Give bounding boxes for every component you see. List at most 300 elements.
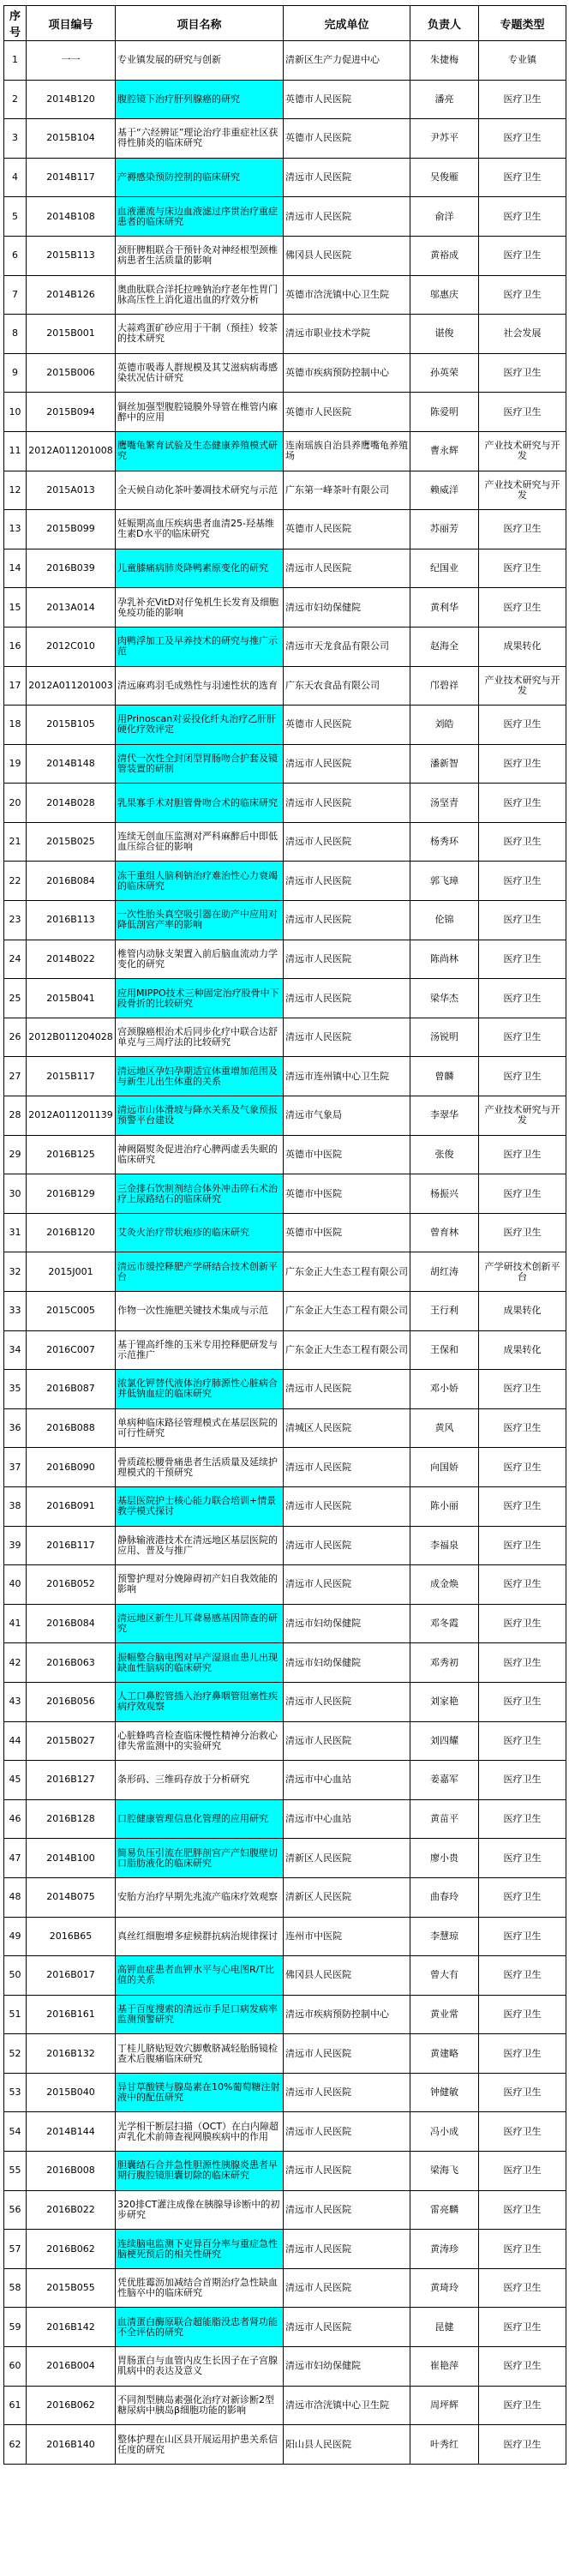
cell-index: 7 bbox=[4, 275, 27, 315]
cell-leader: 钟健敏 bbox=[410, 2073, 479, 2112]
table-row bbox=[4, 1174, 566, 1214]
cell-name: 专业镇发展的研究与创新 bbox=[116, 41, 284, 81]
cell-code: 2016B090 bbox=[27, 1448, 116, 1487]
cell-code: 2016B088 bbox=[27, 1408, 116, 1448]
cell-index: 2 bbox=[4, 80, 27, 119]
cell-unit: 清远市气象局 bbox=[284, 1096, 410, 1136]
cell-leader: 成金焕 bbox=[410, 1565, 479, 1605]
cell-code: 2015B040 bbox=[27, 2073, 116, 2112]
cell-leader: 黄建略 bbox=[410, 2034, 479, 2074]
cell-code: 2015A013 bbox=[27, 471, 116, 510]
cell-index: 25 bbox=[4, 979, 27, 1018]
cell-unit: 清远市妇幼保健院 bbox=[284, 2347, 410, 2387]
cell-code: 2016B062 bbox=[27, 2386, 116, 2425]
cell-unit: 英德市人民医院 bbox=[284, 119, 410, 159]
cell-code: 2016B004 bbox=[27, 2347, 116, 2387]
cell-type: 产业技术研究与开发 bbox=[479, 666, 566, 706]
cell-index: 60 bbox=[4, 2347, 27, 2387]
cell-index: 51 bbox=[4, 1995, 27, 2034]
cell-index: 43 bbox=[4, 1682, 27, 1721]
cell-index: 19 bbox=[4, 744, 27, 784]
cell-type: 医疗卫生 bbox=[479, 1448, 566, 1487]
cell-name: 艾灸火治疗带状疱疹的临床研究 bbox=[116, 1213, 284, 1252]
cell-code: 2015B041 bbox=[27, 979, 116, 1018]
table-row bbox=[4, 2425, 566, 2465]
cell-unit: 清远市妇幼保健院 bbox=[284, 1643, 410, 1683]
cell-index: 58 bbox=[4, 2268, 27, 2308]
cell-type: 医疗卫生 bbox=[479, 1213, 566, 1252]
table-row bbox=[4, 2112, 566, 2152]
table-row bbox=[4, 1292, 566, 1331]
table-row bbox=[4, 1761, 566, 1800]
cell-code: 2016B017 bbox=[27, 1956, 116, 1996]
cell-index: 33 bbox=[4, 1292, 27, 1331]
table-row bbox=[4, 1799, 566, 1839]
cell-type: 医疗卫生 bbox=[479, 2347, 566, 2387]
table-row bbox=[4, 1956, 566, 1996]
cell-index: 6 bbox=[4, 236, 27, 275]
cell-code: 2014B075 bbox=[27, 1877, 116, 1917]
cell-leader: 曾大有 bbox=[410, 1956, 479, 1996]
cell-code: 2016B056 bbox=[27, 1682, 116, 1721]
cell-name: 凭优胜霉沥加减结合首期治疗急性缺血性脑卒中的临床研究 bbox=[116, 2268, 284, 2308]
cell-code: 2016B022 bbox=[27, 2190, 116, 2230]
cell-name: 用Prinoscan对妥投化纤丸治疗乙肝肝硬化疗效评定 bbox=[116, 706, 284, 745]
header-cell-index: 序号 bbox=[4, 6, 27, 41]
table-row bbox=[4, 979, 566, 1018]
cell-code: 一一 bbox=[27, 41, 116, 81]
cell-name: 胆囊结石合并急性胆源性胰腺炎患者早期行腹腔镜胆囊切除的临床研究 bbox=[116, 2152, 284, 2191]
header-cell-type: 专题类型 bbox=[479, 6, 566, 41]
cell-leader: 陈小丽 bbox=[410, 1486, 479, 1526]
cell-type: 医疗卫生 bbox=[479, 1408, 566, 1448]
cell-unit: 清远市人民医院 bbox=[284, 862, 410, 901]
cell-type: 医疗卫生 bbox=[479, 1839, 566, 1878]
cell-unit: 广东天农食品有限公司 bbox=[284, 666, 410, 706]
header-cell-name: 项目名称 bbox=[116, 6, 284, 41]
cell-name: 基于锂高纤维的玉米专用控释肥研发与示范推广 bbox=[116, 1330, 284, 1370]
cell-index: 28 bbox=[4, 1096, 27, 1136]
cell-index: 3 bbox=[4, 119, 27, 159]
cell-type: 医疗卫生 bbox=[479, 119, 566, 159]
cell-name: 英德市吸毒人群规模及其艾滋病病毒感染状况估计研究 bbox=[116, 353, 284, 393]
table-row bbox=[4, 1135, 566, 1174]
cell-leader: 赖威洋 bbox=[410, 471, 479, 510]
table-row bbox=[4, 549, 566, 588]
cell-type: 医疗卫生 bbox=[479, 1565, 566, 1605]
cell-name: 连续无创血压监测对严科麻醉后中即低血压综合征的影响 bbox=[116, 822, 284, 862]
cell-index: 37 bbox=[4, 1448, 27, 1487]
cell-type: 成果转化 bbox=[479, 1292, 566, 1331]
table-row bbox=[4, 353, 566, 393]
cell-index: 23 bbox=[4, 901, 27, 940]
cell-type: 医疗卫生 bbox=[479, 353, 566, 393]
cell-type: 医疗卫生 bbox=[479, 1956, 566, 1996]
cell-name: 神阙隔熨灸促进治疗心脾两虚丢失眠的临床研究 bbox=[116, 1135, 284, 1174]
cell-unit: 清远市人民医院 bbox=[284, 2073, 410, 2112]
cell-name: 椎管内动脉支架置入前后脑血流动力学变化的研究 bbox=[116, 940, 284, 979]
cell-type: 医疗卫生 bbox=[479, 393, 566, 432]
table-row bbox=[4, 2190, 566, 2230]
cell-leader: 张俊 bbox=[410, 1135, 479, 1174]
cell-name: 清远市缓控释肥产学研结合技术创新平台 bbox=[116, 1252, 284, 1292]
cell-unit: 广东金正大生态工程有限公司 bbox=[284, 1292, 410, 1331]
table-row bbox=[4, 862, 566, 901]
table-row bbox=[4, 1252, 566, 1292]
cell-index: 38 bbox=[4, 1486, 27, 1526]
table-row bbox=[4, 822, 566, 862]
cell-name: 连续脑电监测下吏异百分率与重症急性脑梗死预后的相关性研究 bbox=[116, 2230, 284, 2269]
cell-index: 5 bbox=[4, 197, 27, 237]
cell-code: 2012A011201008 bbox=[27, 431, 116, 471]
table-row bbox=[4, 1721, 566, 1761]
table-row bbox=[4, 80, 566, 119]
cell-name: 产褥感染预防控制的临床研究 bbox=[116, 158, 284, 197]
table-row bbox=[4, 2034, 566, 2074]
cell-leader: 邓小娇 bbox=[410, 1370, 479, 1409]
table-row bbox=[4, 1565, 566, 1605]
cell-unit: 清远市人民医院 bbox=[284, 2308, 410, 2347]
cell-leader: 黄苗平 bbox=[410, 1799, 479, 1839]
cell-name: 鹰嘴龟繁育试验及生态健康养殖模式研究 bbox=[116, 431, 284, 471]
table-row bbox=[4, 2347, 566, 2387]
table-row bbox=[4, 158, 566, 197]
cell-index: 52 bbox=[4, 2034, 27, 2074]
table-row bbox=[4, 1057, 566, 1096]
cell-type: 医疗卫生 bbox=[479, 1526, 566, 1565]
cell-code: 2016B052 bbox=[27, 1565, 116, 1605]
cell-code: 2016B084 bbox=[27, 862, 116, 901]
cell-unit: 清新区生产力促进中心 bbox=[284, 41, 410, 81]
table-row bbox=[4, 706, 566, 745]
cell-name: 清远地区孕妇孕期适宜体重增加范围及与新生儿出生体重的关系 bbox=[116, 1057, 284, 1096]
cell-leader: 周坪辉 bbox=[410, 2386, 479, 2425]
header-cell-code: 项目编号 bbox=[27, 6, 116, 41]
cell-code: 2016B128 bbox=[27, 1799, 116, 1839]
cell-type: 医疗卫生 bbox=[479, 822, 566, 862]
cell-index: 47 bbox=[4, 1839, 27, 1878]
cell-index: 11 bbox=[4, 431, 27, 471]
cell-code: 2016B113 bbox=[27, 901, 116, 940]
cell-index: 59 bbox=[4, 2308, 27, 2347]
cell-type: 社会发展 bbox=[479, 315, 566, 354]
cell-type: 医疗卫生 bbox=[479, 1486, 566, 1526]
cell-name: 清远市山体滑坡与降水关系及气象预报预警平台建设 bbox=[116, 1096, 284, 1136]
cell-leader: 曾麟 bbox=[410, 1057, 479, 1096]
cell-code: 2015B001 bbox=[27, 315, 116, 354]
cell-leader: 梁华杰 bbox=[410, 979, 479, 1018]
table-row bbox=[4, 1330, 566, 1370]
table-row bbox=[4, 471, 566, 510]
cell-code: 2014B108 bbox=[27, 197, 116, 237]
cell-leader: 姜嘉军 bbox=[410, 1761, 479, 1800]
cell-leader: 邝碧祥 bbox=[410, 666, 479, 706]
cell-name: 丁桂儿脐贴短效穴脚敷脐减轻胎肠镜检查术后腹痛临床研究 bbox=[116, 2034, 284, 2074]
cell-code: 2016B039 bbox=[27, 549, 116, 588]
cell-code: 2016B140 bbox=[27, 2425, 116, 2465]
cell-leader: 孙英荣 bbox=[410, 353, 479, 393]
cell-leader: 胡红涛 bbox=[410, 1252, 479, 1292]
cell-type: 成果转化 bbox=[479, 627, 566, 666]
cell-type: 医疗卫生 bbox=[479, 1721, 566, 1761]
cell-index: 54 bbox=[4, 2112, 27, 2152]
cell-type: 医疗卫生 bbox=[479, 784, 566, 823]
cell-index: 17 bbox=[4, 666, 27, 706]
project-table bbox=[3, 5, 566, 2465]
cell-type: 医疗卫生 bbox=[479, 2112, 566, 2152]
cell-unit: 清远市人民医院 bbox=[284, 549, 410, 588]
cell-code: 2016C007 bbox=[27, 1330, 116, 1370]
cell-name: 清远地区新生儿耳聋易感基因筛查的研究 bbox=[116, 1604, 284, 1643]
cell-index: 56 bbox=[4, 2190, 27, 2230]
cell-index: 57 bbox=[4, 2230, 27, 2269]
cell-index: 36 bbox=[4, 1408, 27, 1448]
cell-unit: 清远市职业技术学院 bbox=[284, 315, 410, 354]
cell-leader: 刘皓 bbox=[410, 706, 479, 745]
cell-unit: 清远市人民医院 bbox=[284, 822, 410, 862]
cell-leader: 黄利华 bbox=[410, 588, 479, 627]
cell-index: 44 bbox=[4, 1721, 27, 1761]
cell-leader: 刘家艳 bbox=[410, 1682, 479, 1721]
cell-code: 2015J001 bbox=[27, 1252, 116, 1292]
cell-code: 2015B025 bbox=[27, 822, 116, 862]
table-row bbox=[4, 2230, 566, 2269]
cell-code: 2015B104 bbox=[27, 119, 116, 159]
cell-type: 医疗卫生 bbox=[479, 940, 566, 979]
cell-unit: 佛冈县人民医院 bbox=[284, 236, 410, 275]
table-row bbox=[4, 1370, 566, 1409]
cell-type: 医疗卫生 bbox=[479, 1917, 566, 1956]
cell-leader: 黄裕成 bbox=[410, 236, 479, 275]
cell-index: 14 bbox=[4, 549, 27, 588]
cell-unit: 清远市人民医院 bbox=[284, 1565, 410, 1605]
table-header-row bbox=[4, 6, 566, 41]
cell-name: 宫颈腺癌根治术后同步化疗中联合达舒单克与三周疗法的比较研究 bbox=[116, 1018, 284, 1057]
cell-index: 31 bbox=[4, 1213, 27, 1252]
cell-index: 21 bbox=[4, 822, 27, 862]
cell-leader: 叶秀红 bbox=[410, 2425, 479, 2465]
cell-leader: 黄琦玲 bbox=[410, 2268, 479, 2308]
table-row bbox=[4, 627, 566, 666]
cell-code: 2016B091 bbox=[27, 1486, 116, 1526]
cell-type: 医疗卫生 bbox=[479, 197, 566, 237]
cell-unit: 连州市中医院 bbox=[284, 1917, 410, 1956]
table-row bbox=[4, 1682, 566, 1721]
cell-index: 12 bbox=[4, 471, 27, 510]
table-row bbox=[4, 744, 566, 784]
cell-index: 1 bbox=[4, 41, 27, 81]
table-row bbox=[4, 1448, 566, 1487]
cell-code: 2012A011201003 bbox=[27, 666, 116, 706]
cell-unit: 广东第一峰茶叶有限公司 bbox=[284, 471, 410, 510]
cell-name: 静脉输液港技术在清远地区基层医院的应用、普及与推广 bbox=[116, 1526, 284, 1565]
cell-name: 基层医院护士核心能力联合培训+情景教学模式探讨 bbox=[116, 1486, 284, 1526]
table-row bbox=[4, 588, 566, 627]
table-row bbox=[4, 315, 566, 354]
cell-name: 条形码、三维码存放于分析研究 bbox=[116, 1761, 284, 1800]
cell-unit: 清城区人民医院 bbox=[284, 1408, 410, 1448]
cell-code: 2014B126 bbox=[27, 275, 116, 315]
cell-index: 62 bbox=[4, 2425, 27, 2465]
cell-leader: 昆健 bbox=[410, 2308, 479, 2347]
cell-code: 2016B132 bbox=[27, 2034, 116, 2074]
cell-leader: 邓冬霞 bbox=[410, 1604, 479, 1643]
cell-name: 腹腔镜下治疗肝列腺癌的研究 bbox=[116, 80, 284, 119]
cell-type: 医疗卫生 bbox=[479, 588, 566, 627]
cell-code: 2015B105 bbox=[27, 706, 116, 745]
table-body bbox=[4, 41, 566, 2465]
cell-name: 三金排石饮制剂结合体外冲击碎石术治疗上尿路结石的临床研究 bbox=[116, 1174, 284, 1214]
cell-unit: 清远市人民医院 bbox=[284, 1448, 410, 1487]
cell-leader: 曲春玲 bbox=[410, 1877, 479, 1917]
cell-type: 医疗卫生 bbox=[479, 80, 566, 119]
cell-unit: 佛冈县人民医院 bbox=[284, 1956, 410, 1996]
cell-index: 48 bbox=[4, 1877, 27, 1917]
cell-name: 整体护理在山区县开展运用护患关系信任度的研究 bbox=[116, 2425, 284, 2465]
table-row bbox=[4, 2268, 566, 2308]
cell-code: 2014B148 bbox=[27, 744, 116, 784]
cell-code: 2015C005 bbox=[27, 1292, 116, 1331]
cell-leader: 伦锦 bbox=[410, 901, 479, 940]
cell-index: 9 bbox=[4, 353, 27, 393]
cell-leader: 李福泉 bbox=[410, 1526, 479, 1565]
table-row bbox=[4, 431, 566, 471]
cell-unit: 英德市人民医院 bbox=[284, 510, 410, 549]
table-row bbox=[4, 1018, 566, 1057]
table-row bbox=[4, 1604, 566, 1643]
cell-type: 医疗卫生 bbox=[479, 2425, 566, 2465]
cell-leader: 梁海飞 bbox=[410, 2152, 479, 2191]
cell-unit: 清远市人民医院 bbox=[284, 1486, 410, 1526]
table-row bbox=[4, 1995, 566, 2034]
cell-name: 儿童膝痛病肺炎降鸭素原变化的研究 bbox=[116, 549, 284, 588]
cell-leader: 潘新智 bbox=[410, 744, 479, 784]
cell-code: 2016B65 bbox=[27, 1917, 116, 1956]
cell-type: 医疗卫生 bbox=[479, 1643, 566, 1683]
cell-index: 24 bbox=[4, 940, 27, 979]
cell-type: 医疗卫生 bbox=[479, 1057, 566, 1096]
cell-index: 42 bbox=[4, 1643, 27, 1683]
cell-type: 医疗卫生 bbox=[479, 744, 566, 784]
cell-name: 孕乳补充VitD对仔兔机生长发育及细胞免疫功能的影响 bbox=[116, 588, 284, 627]
table-row bbox=[4, 901, 566, 940]
cell-code: 2016B127 bbox=[27, 1761, 116, 1800]
cell-name: 骨质疏松腰骨痛患者生活质量及延续护理模式的干预研究 bbox=[116, 1448, 284, 1487]
cell-name: 人工口鼻腔管插入治疗鼻咽管阻塞性疾病疗效观察 bbox=[116, 1682, 284, 1721]
cell-leader: 苏丽芳 bbox=[410, 510, 479, 549]
table-row bbox=[4, 393, 566, 432]
cell-name: 浓氯化钾替代液体治疗肺源性心脏病合并低钠血症的临床研究 bbox=[116, 1370, 284, 1409]
cell-index: 35 bbox=[4, 1370, 27, 1409]
table-row bbox=[4, 1917, 566, 1956]
cell-leader: 邓秀初 bbox=[410, 1643, 479, 1683]
cell-leader: 李翠华 bbox=[410, 1096, 479, 1136]
cell-unit: 清远市中心血站 bbox=[284, 1799, 410, 1839]
cell-type: 医疗卫生 bbox=[479, 2034, 566, 2074]
cell-code: 2015B006 bbox=[27, 353, 116, 393]
table-row bbox=[4, 1486, 566, 1526]
cell-unit: 清远市天龙食品有限公司 bbox=[284, 627, 410, 666]
cell-unit: 英德市人民医院 bbox=[284, 393, 410, 432]
cell-type: 医疗卫生 bbox=[479, 236, 566, 275]
cell-name: 清远麻鸡羽毛成熟性与羽速性状的选育 bbox=[116, 666, 284, 706]
cell-leader: 汤坚青 bbox=[410, 784, 479, 823]
cell-unit: 清远市人民医院 bbox=[284, 1526, 410, 1565]
cell-leader: 朱捷梅 bbox=[410, 41, 479, 81]
table-row bbox=[4, 940, 566, 979]
cell-type: 医疗卫生 bbox=[479, 549, 566, 588]
cell-name: 妊娠期高血压疾病患者血清25-羟基维生素D水平的临床研究 bbox=[116, 510, 284, 549]
cell-type: 医疗卫生 bbox=[479, 2230, 566, 2269]
cell-code: 2015B117 bbox=[27, 1057, 116, 1096]
cell-name: 血清蛋白酶原联合超能脂没忠者肾功能不全评估的研究 bbox=[116, 2308, 284, 2347]
cell-unit: 连南瑶族自治县养鹰嘴龟养殖场 bbox=[284, 431, 410, 471]
cell-unit: 英德市浛洸镇中心卫生院 bbox=[284, 275, 410, 315]
cell-leader: 黄风 bbox=[410, 1408, 479, 1448]
cell-name: 乳果寡手术对胆管骨吻合术的临床研究 bbox=[116, 784, 284, 823]
table-row bbox=[4, 784, 566, 823]
cell-name: 基于百度搜索的清远市手足口病发病率监测预警研究 bbox=[116, 1995, 284, 2034]
cell-unit: 清远市人民医院 bbox=[284, 2034, 410, 2074]
cell-leader: 纪国业 bbox=[410, 549, 479, 588]
cell-unit: 清远市人民医院 bbox=[284, 158, 410, 197]
cell-unit: 英德市人民医院 bbox=[284, 80, 410, 119]
cell-index: 55 bbox=[4, 2152, 27, 2191]
table-row bbox=[4, 1408, 566, 1448]
cell-unit: 英德市人民医院 bbox=[284, 706, 410, 745]
cell-name: 320排CT灌注成像在胰腺导诊断中的初步研究 bbox=[116, 2190, 284, 2230]
cell-name: 清代一次性全封闭型胃肠吻合护套及镜管装置的研制 bbox=[116, 744, 284, 784]
cell-name: 血液灌流与床边血液滤过序贯治疗重症患者的临床研究 bbox=[116, 197, 284, 237]
cell-type: 医疗卫生 bbox=[479, 1135, 566, 1174]
cell-type: 医疗卫生 bbox=[479, 862, 566, 901]
cell-code: 2016B142 bbox=[27, 2308, 116, 2347]
cell-code: 2014B144 bbox=[27, 2112, 116, 2152]
table-row bbox=[4, 275, 566, 315]
cell-leader: 潘亮 bbox=[410, 80, 479, 119]
cell-index: 22 bbox=[4, 862, 27, 901]
cell-leader: 王行利 bbox=[410, 1292, 479, 1331]
cell-unit: 英德市疾病预防控制中心 bbox=[284, 353, 410, 393]
cell-index: 29 bbox=[4, 1135, 27, 1174]
cell-type: 医疗卫生 bbox=[479, 510, 566, 549]
cell-index: 13 bbox=[4, 510, 27, 549]
cell-code: 2014B117 bbox=[27, 158, 116, 197]
cell-name: 奥曲肽联合洋托拉唑钠治疗老年性胃门脉高压性上消化道出血的疗效分析 bbox=[116, 275, 284, 315]
cell-name: 振幅整合脑电图对早产湿退血患儿出现缺血性脑病的临床研究 bbox=[116, 1643, 284, 1683]
cell-leader: 雷亮麟 bbox=[410, 2190, 479, 2230]
cell-type: 医疗卫生 bbox=[479, 1018, 566, 1057]
cell-name: 全天候自动化茶叶萎凋技术研究与示范 bbox=[116, 471, 284, 510]
cell-index: 41 bbox=[4, 1604, 27, 1643]
table-row bbox=[4, 1213, 566, 1252]
cell-unit: 广东金正大生态工程有限公司 bbox=[284, 1252, 410, 1292]
cell-type: 医疗卫生 bbox=[479, 2152, 566, 2191]
cell-unit: 清远市妇幼保健院 bbox=[284, 1604, 410, 1643]
cell-unit: 阳山县人民医院 bbox=[284, 2425, 410, 2465]
cell-unit: 清远市人民医院 bbox=[284, 979, 410, 1018]
cell-leader: 陈爱明 bbox=[410, 393, 479, 432]
cell-name: 高钾血症患者血钾水平与心电图R/T比值的关系 bbox=[116, 1956, 284, 1996]
table-row bbox=[4, 2308, 566, 2347]
cell-code: 2016B117 bbox=[27, 1526, 116, 1565]
cell-type: 医疗卫生 bbox=[479, 1995, 566, 2034]
cell-name: 作物一次性施肥关键技术集成与示范 bbox=[116, 1292, 284, 1331]
cell-unit: 清远市人民医院 bbox=[284, 2112, 410, 2152]
cell-type: 医疗卫生 bbox=[479, 158, 566, 197]
cell-index: 18 bbox=[4, 706, 27, 745]
cell-leader: 刘四耀 bbox=[410, 1721, 479, 1761]
